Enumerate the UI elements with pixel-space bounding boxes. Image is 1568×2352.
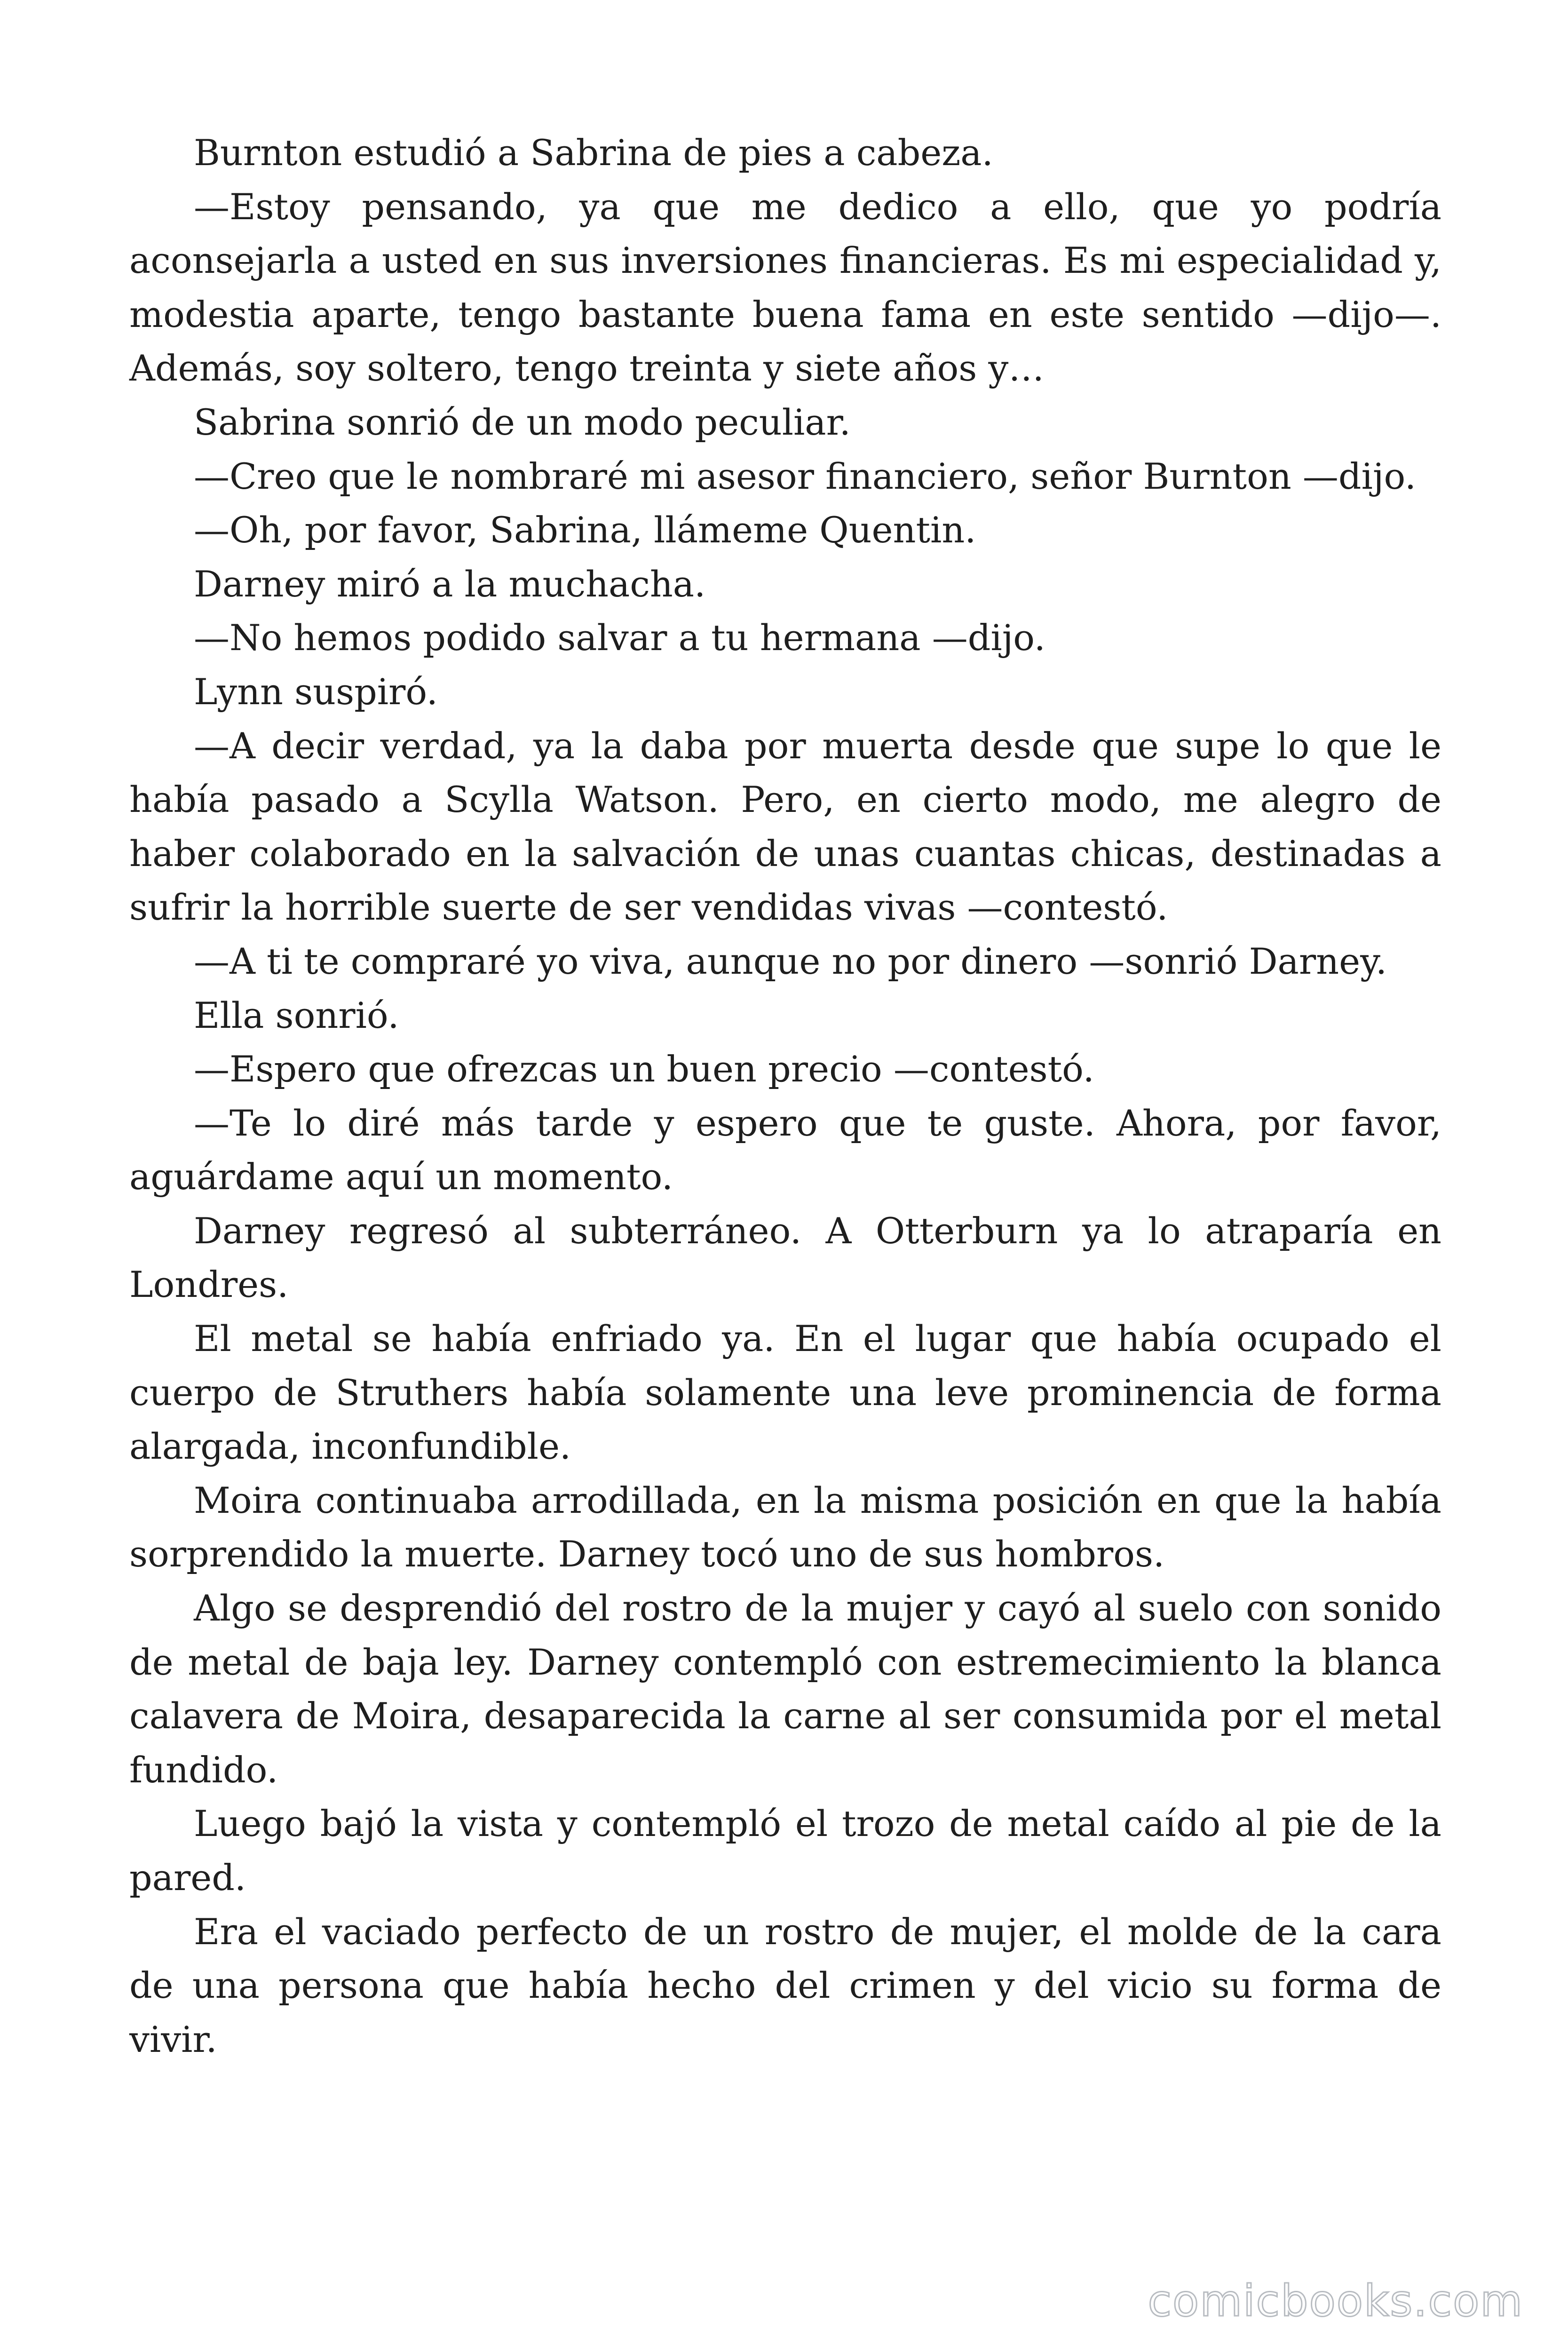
paragraph-18: Luego bajó la vista y contempló el trozo de metal caído al pie de la pared. bbox=[129, 1803, 1441, 1899]
paragraph-1: Burnton estudió a Sabrina de pies a cabeza. bbox=[194, 132, 993, 174]
paragraph-4: —Creo que le nombraré mi asesor financiero, señor Burnton —dijo. bbox=[194, 455, 1417, 497]
paragraph-3: Sabrina sonrió de un modo peculiar. bbox=[194, 401, 851, 443]
paragraph-7: —No hemos podido salvar a tu hermana —dijo. bbox=[194, 617, 1045, 659]
paragraph-17: Algo se desprendió del rostro de la mujer y cayó al suelo con sonido de metal de baja ley. Darney contempló con estremecimiento la blanca calavera de Moira, desaparecida la carne al ser consumida por el metal fundido. bbox=[129, 1587, 1441, 1791]
paragraph-9: —A decir verdad, ya la daba por muerta desde que supe lo que le había pasado a Scylla Watson. Pero, en cierto modo, me alegro de haber colaborado en la salvación de unas cuantas chicas, destinadas a sufrir la horrible suerte de ser vendidas vivas —contestó. bbox=[129, 724, 1441, 929]
paragraph-16: Moira continuaba arrodillada, en la misma posición en que la había sorprendido la muerte. Darney tocó uno de sus hombros. bbox=[129, 1479, 1441, 1575]
paragraph-12: —Espero que ofrezcas un buen precio —contestó. bbox=[194, 1048, 1094, 1090]
paragraph-2: —Estoy pensando, ya que me dedico a ello, que yo podría aconsejarla a usted en sus inversiones financieras. Es mi especialidad y, modestia aparte, tengo bastante buena fama en este sentido —dijo—. Además, soy soltero, tengo treinta y siete años y… bbox=[129, 185, 1441, 389]
paragraph-11: Ella sonrió. bbox=[194, 994, 399, 1036]
paragraph-5: —Oh, por favor, Sabrina, llámeme Quentin. bbox=[194, 509, 976, 551]
watermark-logo: comicbooks.com bbox=[1148, 2276, 1523, 2326]
paragraph-15: El metal se había enfriado ya. En el lugar que había ocupado el cuerpo de Struthers había solamente una leve prominencia de forma alargada, inconfundible. bbox=[129, 1318, 1441, 1468]
body-text bbox=[129, 126, 1441, 2066]
paragraph-19: Era el vaciado perfecto de un rostro de mujer, el molde de la cara de una persona que había hecho del crimen y del vicio su forma de vivir. bbox=[129, 1910, 1441, 2060]
paragraph-10: —A ti te compraré yo viva, aunque no por dinero —sonrió Darney. bbox=[194, 940, 1387, 982]
paragraph-6: Darney miró a la muchacha. bbox=[194, 563, 706, 605]
paragraph-13: —Te lo diré más tarde y espero que te guste. Ahora, por favor, aguárdame aquí un momento. bbox=[129, 1102, 1441, 1198]
paragraph-8: Lynn suspiró. bbox=[194, 670, 438, 713]
paragraph-14: Darney regresó al subterráneo. A Otterburn ya lo atraparía en Londres. bbox=[129, 1209, 1441, 1306]
